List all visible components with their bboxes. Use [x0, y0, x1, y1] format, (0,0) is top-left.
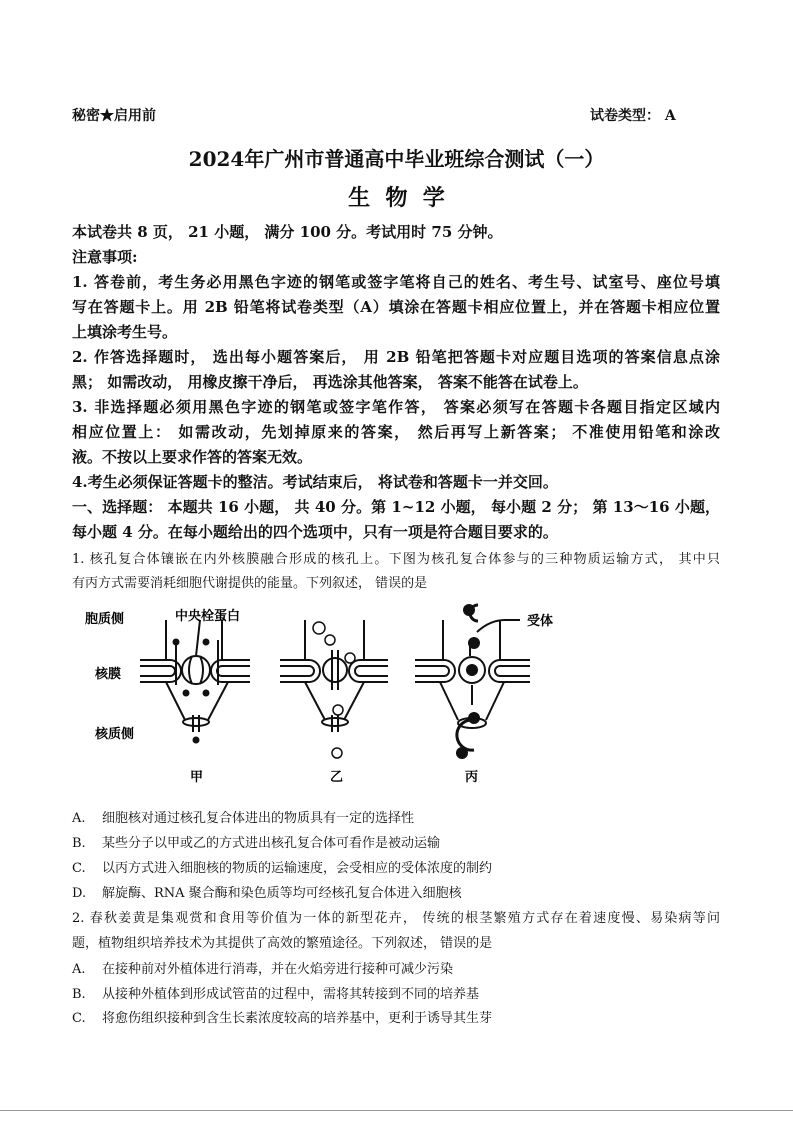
notes-title: 注意事项: — [72, 248, 138, 266]
option-letter: D. — [72, 886, 87, 901]
nuclear-pore-figure — [0, 590, 793, 800]
note-line: 3. 非选择题必须用黑色字迹的钢笔或签字笔作答， 答案必须写在答题卡各题目指定区域内 — [72, 398, 720, 416]
label-jia: 甲 — [190, 770, 204, 785]
q1-stem: 1. 核孔复合体镶嵌在内外核膜融合形成的核孔上。下图为核孔复合体参与的三种物质运输方式， 其中只 — [72, 552, 720, 567]
q1-option-c — [72, 857, 492, 876]
q2-option-c — [72, 1007, 492, 1026]
note-line: 2. 作答选择题时， 选出每小题答案后， 用 2B 铅笔把答题卡对应题目选项的答案信息点涂 — [72, 348, 720, 366]
page-title: 2024年广州市普通高中毕业班综合测试（一） — [188, 147, 605, 171]
subject-title: 生 物 学 — [348, 185, 445, 211]
q2-stem: 题，植物组织培养技术为其提供了高效的繁殖途径。下列叙述， 错误的是 — [72, 936, 493, 951]
label-bing: 丙 — [465, 770, 479, 785]
secret-label: 秘密★启用前 — [72, 108, 156, 124]
label-central-plug: 中央栓蛋白 — [175, 609, 241, 624]
note-line: 相应位置上： 如需改动，先划掉原来的答案， 然后再写上新答案； 不准使用铅笔和涂改 — [72, 423, 720, 441]
label-receptor: 受体 — [527, 614, 554, 629]
note-line: 黑； 如需改动， 用橡皮擦干净后， 再选涂其他答案， 答案不能答在试卷上。 — [72, 373, 588, 391]
pore-jia — [140, 620, 250, 732]
label-nucleoplasm-side: 核质侧 — [95, 727, 135, 742]
label-nuclear-membrane: 核膜 — [95, 667, 122, 682]
option-text: 以丙方式进入细胞核的物质的运输速度，会受相应的受体浓度的制约 — [102, 861, 493, 876]
option-text: 在接种前对外植体进行消毒，并在火焰旁进行接种可减少污染 — [102, 962, 454, 977]
note-line: 4.考生必须保证答题卡的整洁。考试结束后， 将试卷和答题卡一并交回。 — [72, 473, 558, 491]
option-letter: A. — [72, 811, 86, 826]
option-text: 细胞核对通过核孔复合体进出的物质具有一定的选择性 — [102, 811, 415, 826]
note-line: 上填涂考生号。 — [72, 323, 178, 341]
section-line: 每小题 4 分。在每小题给出的四个选项中，只有一项是符合题目要求的。 — [72, 523, 558, 541]
q1-option-b — [72, 832, 440, 851]
option-text: 某些分子以甲或乙的方式进出核孔复合体可看作是被动运输 — [102, 836, 441, 851]
q2-option-a — [72, 958, 453, 977]
q2-stem: 2. 春秋姜黄是集观赏和食用等价值为一体的新型花卉， 传统的根茎繁殖方式存在着速度慢、易染病等问 — [72, 911, 720, 926]
label-cytoplasm-side: 胞质侧 — [85, 612, 125, 627]
page-bottom-divider — [0, 1110, 793, 1111]
q1-option-d — [72, 882, 462, 901]
q2-option-b — [72, 983, 479, 1002]
option-text: 从接种外植体到形成试管苗的过程中，需将其转接到不同的培养基 — [102, 987, 480, 1002]
note-line: 写在答题卡上。用 2B 铅笔将试卷类型（A）填涂在答题卡相应位置上，并在答题卡相应位置 — [72, 298, 720, 316]
option-letter: B. — [72, 987, 86, 1002]
q1-stem: 有丙方式需要消耗细胞代谢提供的能量。下列叙述， 错误的是 — [72, 576, 428, 591]
note-line: 1. 答卷前，考生务必用黑色字迹的钢笔或签字笔将自己的姓名、考生号、试室号、座位号填 — [72, 273, 720, 291]
pore-yi — [280, 620, 388, 758]
note-line: 液。不按以上要求作答的答案无效。 — [72, 448, 313, 466]
option-letter: A. — [72, 962, 86, 977]
paper-type: 试卷类型： A — [590, 108, 676, 124]
intro: 本试卷共 8 页， 21 小题， 满分 100 分。考试用时 75 分钟。 — [72, 223, 503, 241]
option-text: 将愈伤组织接种到含生长素浓度较高的培养基中，更利于诱导其生芽 — [102, 1011, 493, 1026]
option-letter: B. — [72, 836, 86, 851]
pore-bing — [415, 605, 530, 750]
option-letter: C. — [72, 861, 86, 876]
section-line: 一、选择题： 本题共 16 小题， 共 40 分。第 1~12 小题， 每小题 2 分； 第 13～16 小题， — [72, 498, 720, 516]
option-text: 解旋酶、RNA 聚合酶和染色质等均可经核孔复合体进入细胞核 — [102, 886, 462, 901]
label-yi: 乙 — [330, 770, 344, 785]
option-letter: C. — [72, 1011, 86, 1026]
q1-option-a — [72, 807, 414, 826]
